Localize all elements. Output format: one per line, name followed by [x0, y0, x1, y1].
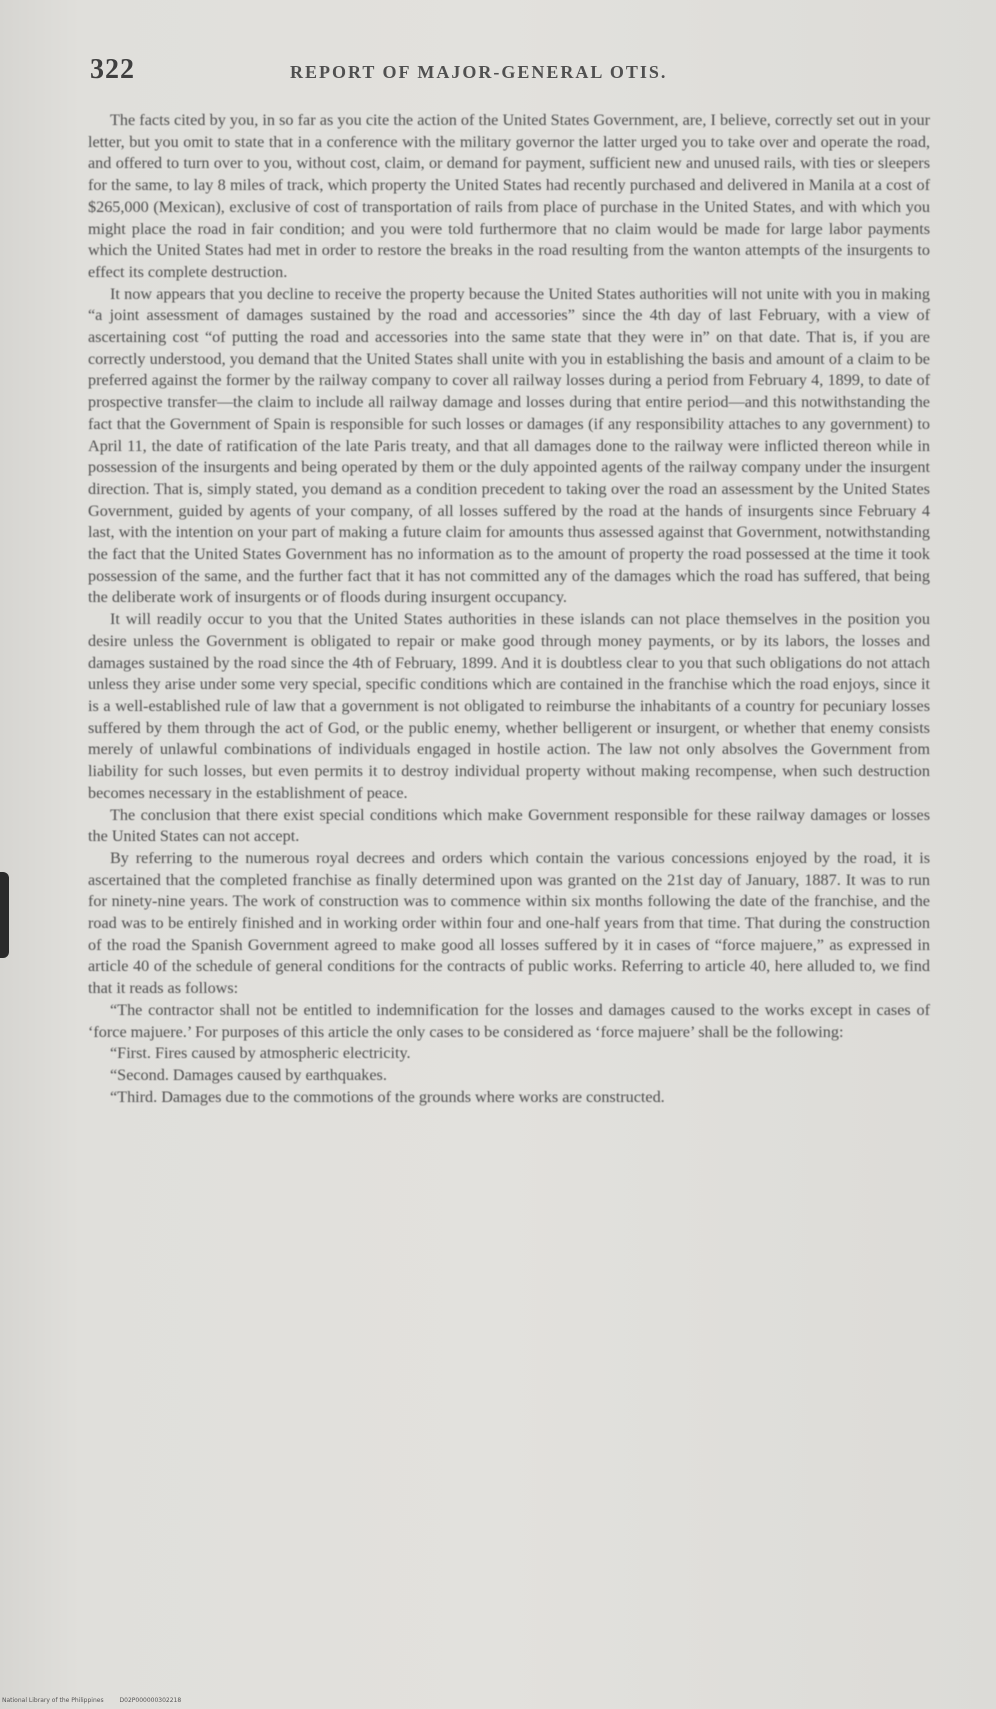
binding-mark [0, 872, 9, 958]
page-number: 322 [90, 54, 135, 85]
page-header [90, 54, 930, 94]
footer-identifier: D02P000000302218 [119, 1697, 182, 1704]
paragraph: “Second. Damages caused by earthquakes. [110, 1065, 387, 1084]
paragraph: The conclusion that there exist special conditions which make Government responsible for these railway damages or losses the United States can not accept. [88, 805, 930, 846]
paragraph: The facts cited by you, in so far as you cite the action of the United States Government, are, I believe, correctly set out in your letter, but you omit to state that in a conference with the military governor the latter urged you to take over and operate the road, and offered to turn over to you, without cost, claim, or demand for payment, sufficient new and unused rails, with ties or sleepers for the same, to lay 8 miles of track, which property the United States had recently purchased and delivered in Manila at a cost of $265,000 (Mexican), exclusive of cost of transportation of rails from place of purchase in the United States, and with which you might place the road in fair condition; and you were told furthermore that no claim would be made for large labor payments which the United States had met in order to restore the breaks in the road resulting from the wanton attempts of the insurgents to effect its complete destruction. [88, 111, 930, 281]
paragraph: It now appears that you decline to receive the property because the United States authorities will not unite with you in making “a joint assessment of damages sustained by the road and accessories” since the 4th day of last February, with a view of ascertaining cost “of putting the road and accessories into the same state that they were in” on that date. That is, if you are correctly understood, you demand that the United States shall unite with you in establishing the basis and amount of a claim to be preferred against the former by the railway company to cover all railway losses during a period from February 4, 1899, to date of prospective transfer—the claim to include all railway damage and losses during that entire period—and this notwithstanding the fact that the Government of Spain is responsible for such losses or damages (if any responsibility attaches to any government) to April 11, the date of ratification of the late Paris treaty, and that all damages done to the railway were inflicted thereon while in possession of the insurgents and being operated by them or the duly appointed agents of the railway company under the insurgent direction. That is, simply stated, you demand as a condition precedent to taking over the road an assessment by the United States Government, guided by agents of your company, of all losses suffered by the road at the hands of insurgents since February 4 last, with the intention on your part of making a future claim for amounts thus assessed against that Government, notwithstanding the fact that the United States Government has no information as to the amount of property the road possessed at the time it took possession of the same, and the further fact that it has not committed any of the damages which the road has suffered, that being the deliberate work of insurgents or of floods during insurgent occupancy. [88, 284, 930, 607]
footer-institution: National Library of the Philippines [2, 1697, 104, 1704]
paragraph: By referring to the numerous royal decrees and orders which contain the various concessions enjoyed by the road, it is ascertained that the completed franchise as finally determined upon was granted on the 21st day of January, 1887. It was to run for ninety-nine years. The work of construction was to commence within six months following the date of the franchise, and the road was to be entirely finished and in working order within four and one-half years from that time. That during the construction of the road the Spanish Government agreed to make good all losses suffered by it in cases of “force majuere,” as expressed in article 40 of the schedule of general conditions for the contracts of public works. Referring to article 40, here alluded to, we find that it reads as follows: [88, 848, 930, 998]
paragraph: “The contractor shall not be entitled to indemnification for the losses and damages caused to the works except in cases of ‘force majuere.’ For purposes of this article the only cases to be considered as ‘force majuere’ shall be the following: [88, 1000, 930, 1041]
running-head: REPORT OF MAJOR-GENERAL OTIS. [290, 62, 668, 82]
paragraph: “Third. Damages due to the commotions of the grounds where works are constructed. [110, 1087, 665, 1106]
body-text [88, 110, 930, 1108]
paragraph: It will readily occur to you that the United States authorities in these islands can not place themselves in the position you desire unless the Government is obligated to repair or make good through money payments, or by its labors, the losses and damages sustained by the road since the 4th of February, 1899. And it is doubtless clear to you that such obligations do not attach unless they arise under some very special, specific conditions which are contained in the franchise which the road enjoys, since it is a well-established rule of law that a government is not obligated to reimburse the inhabitants of a country for pecuniary losses suffered by them through the act of God, or the public enemy, whether belligerent or insurgent, or whether that enemy consists merely of unlawful combinations of individuals engaged in hostile action. The law not only absolves the Government from liability for such losses, but even permits it to destroy individual property without making recompense, when such destruction becomes necessary in the establishment of peace. [88, 610, 930, 802]
scan-footer [2, 1697, 195, 1704]
paragraph: “First. Fires caused by atmospheric electricity. [110, 1044, 411, 1063]
